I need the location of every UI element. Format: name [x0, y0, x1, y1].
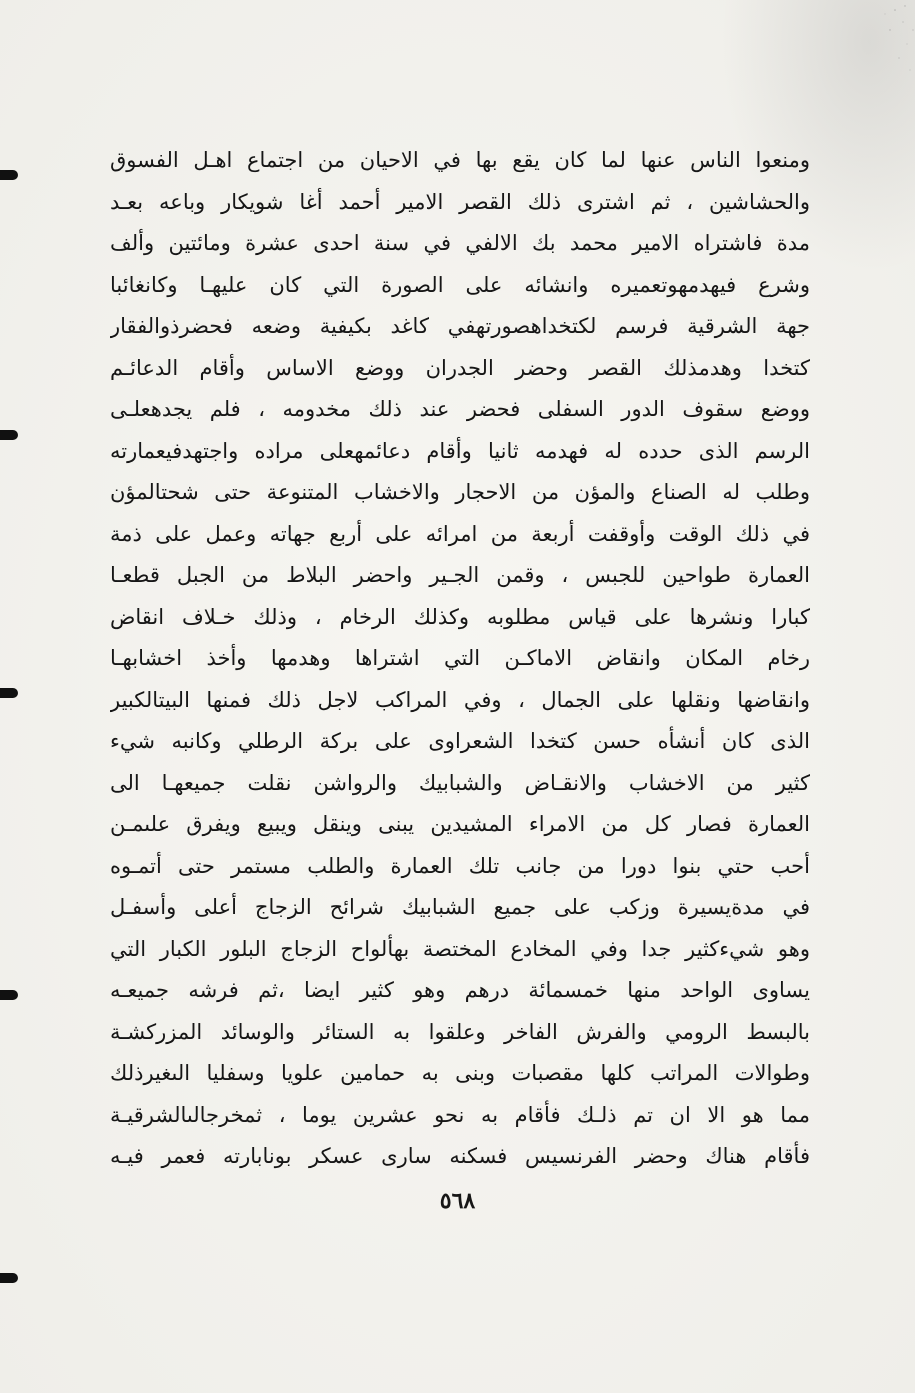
- binding-mark: [0, 688, 18, 698]
- text-line: ومنعوا الناس عنها لما كان يقع بها في الاحيان من اجتماع اهـل الفسوق: [110, 148, 810, 172]
- text-line: العمارة فصار كل من الامراء المشيدين يبنى وينقل ويبيع ويفرق علىمـن: [110, 812, 810, 836]
- body-text: [110, 140, 810, 1178]
- text-line: الرسم الذى حدده له فهدمه ثانيا وأقام دعائمهعلى مراده واجتهدفيعمارته: [110, 438, 810, 463]
- scan-speckle-decoration: [855, 0, 915, 140]
- text-line: العمارة طواحين للجبس ، وقمن الجـير واحضر البلاط من الجبل قطعـا: [110, 563, 810, 587]
- text-line: مما هو الا ان تم ذلـك فأقام به نحو عشرين يوما ، ثمخرجالىالشرقيـة: [110, 1102, 810, 1127]
- text-line: وطوالات المراتب كلها مقصبات وبنى به حمامين علويا وسفليا الىغيرذلك: [110, 1061, 810, 1085]
- text-line: كتخدا وهدمذلك القصر وحضر الجدران ووضع الاساس وأقام الدعائـم: [110, 355, 810, 380]
- text-line: جهة الشرقية فرسم لكتخداهصورتهفي كاغد بكيفية وضعه فحضرذوالفقار: [110, 314, 810, 338]
- text-line: وطلب له الصناع والمؤن من الاحجار والاخشاب المتنوعة حتى شحتالمؤن: [110, 480, 810, 504]
- text-line: رخام المكان وانقاض الاماكـن التي اشتراها وهدمها وأخذ اخشابهـا: [110, 646, 810, 670]
- text-line: وشرع فيهدمهوتعميره وانشائه على الصورة التي كان عليهـا وكانغائبا: [110, 272, 810, 297]
- text-line: الذى كان أنشأه حسن كتخدا الشعراوى على بركة الرطلي وكانبه شيء: [110, 729, 810, 753]
- text-line: في ذلك الوقت وأوقفت أربعة من امرائه على أربع جهاته وعمل على ذمة: [110, 521, 810, 546]
- text-line: بالبسط الرومي والفرش الفاخر وعلقوا به الستائر والوسائد المزركشـة: [110, 1019, 810, 1044]
- text-line: فأقام هناك وحضر الفرنسيس فسكنه سارى عسكر بونابارته فعمر فيـه: [110, 1144, 810, 1168]
- binding-mark: [0, 170, 18, 180]
- text-line: وانقاضها ونقلها على الجمال ، وفي المراكب لاجل ذلك فمنها البيتالكبير: [110, 687, 810, 712]
- page-number: ٥٦٨: [439, 1188, 476, 1214]
- text-line: كبارا ونشرها على قياس مطلوبه وكذلك الرخام ، وذلك خـلاف انقاض: [110, 604, 810, 629]
- text-line: والحشاشين ، ثم اشترى ذلك القصر الامير أحمد أغا شويكار وباعه بعـد: [110, 189, 810, 214]
- text-line: ووضع سقوف الدور السفلى فحضر عند ذلك مخدومه ، فلم يجدهعلـى: [110, 397, 810, 421]
- binding-mark: [0, 430, 18, 440]
- text-line: أحب حتي بنوا دورا من جانب تلك العمارة والطلب مستمر حتى أتمـوه: [110, 853, 810, 878]
- text-line: يساوى الواحد منها خمسمائة درهم وهو كثير ايضا ،ثم فرشه جميعـه: [110, 978, 810, 1002]
- binding-mark: [0, 1273, 18, 1283]
- text-line: كثير من الاخشاب والانقـاض والشبابيك والرواشن نقلت جميعهـا الى: [110, 770, 810, 795]
- text-line: وهو شيءكثير جدا وفي المخادع المختصة بهألواح الزجاج البلور الكبار التي: [110, 936, 810, 961]
- text-line: مدة فاشتراه الامير محمد بك الالفي في سنة احدى عشرة ومائتين وألف: [110, 231, 810, 255]
- text-line: في مدةيسيرة وزكب على جميع الشبابيك شرائح الزجاج أعلى وأسفـل: [110, 895, 810, 919]
- binding-mark: [0, 990, 18, 1000]
